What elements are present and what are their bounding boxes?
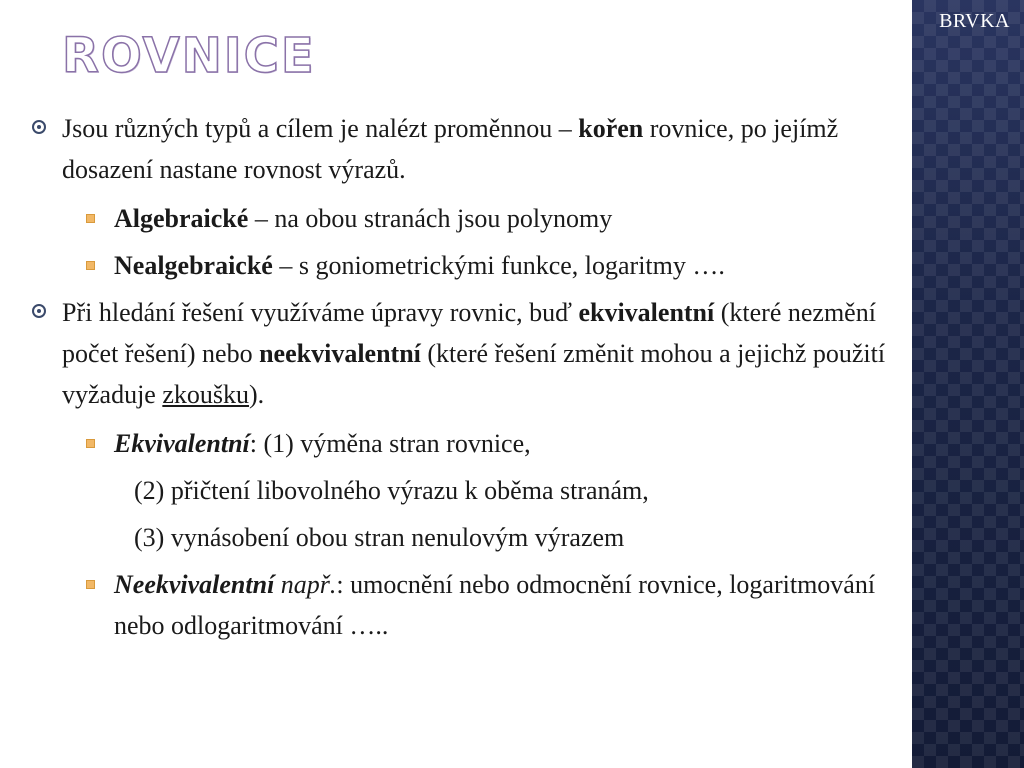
underlined-term: zkoušku xyxy=(162,380,250,409)
brand-label: BRVKA xyxy=(939,10,1010,32)
sub-bullet-text: – na obou stranách jsou polynomy xyxy=(248,204,613,233)
continuation-line: (3) vynásobení obou stran nenulovým výrazem xyxy=(134,523,625,552)
sub-bullet-item xyxy=(30,423,900,464)
bullet-text: Jsou různých typů a cílem je nalézt proměnnou – xyxy=(62,114,579,143)
sub-bullet-text: – s goniometrickými funkce, logaritmy …. xyxy=(272,251,725,280)
bold-term: neekvivalentní xyxy=(259,339,421,368)
sub-bullet-text: : umocnění nebo odmocnění rovnice, logaritmování nebo odlogaritmování ….. xyxy=(114,570,876,640)
sub-bullet-item xyxy=(30,198,900,239)
bullet-text: rovnice, po jejímž dosazení nastane rovnost výrazů. xyxy=(62,114,839,184)
square-bullet-icon xyxy=(86,214,95,223)
continuation-line: (2) přičtení libovolného výrazu k oběma stranám, xyxy=(134,476,649,505)
bold-term: ekvivalentní xyxy=(578,298,715,327)
sub-bullet-text: : (1) výměna stran rovnice, xyxy=(249,429,531,458)
slide-content xyxy=(30,108,900,652)
circle-bullet-icon xyxy=(32,304,46,318)
bullet-text: Při hledání řešení využíváme úpravy rovnic, buď xyxy=(62,298,579,327)
circle-bullet-icon xyxy=(32,120,46,134)
bold-term: kořen xyxy=(578,114,644,143)
slide-title: ROVNICE xyxy=(62,28,316,84)
square-bullet-icon xyxy=(86,261,95,270)
square-bullet-icon xyxy=(86,580,95,589)
bullet-text: (které řešení změnit mohou a jejichž použití vyžaduje xyxy=(62,339,886,409)
bullet-item xyxy=(30,292,900,415)
bullet-text: (které nezmění počet řešení) nebo xyxy=(62,298,876,368)
bold-term: Nealgebraické xyxy=(114,251,273,280)
bullet-item xyxy=(30,108,900,190)
italic-term: např. xyxy=(274,570,337,599)
square-bullet-icon xyxy=(86,439,95,448)
decorative-sidebar xyxy=(912,0,1024,768)
bold-italic-term: Neekvivalentní xyxy=(114,570,275,599)
bold-italic-term: Ekvivalentní xyxy=(114,429,250,458)
bullet-text: ). xyxy=(249,380,265,409)
sub-bullet-item xyxy=(30,245,900,286)
bold-term: Algebraické xyxy=(114,204,249,233)
sub-bullet-item xyxy=(30,564,900,646)
